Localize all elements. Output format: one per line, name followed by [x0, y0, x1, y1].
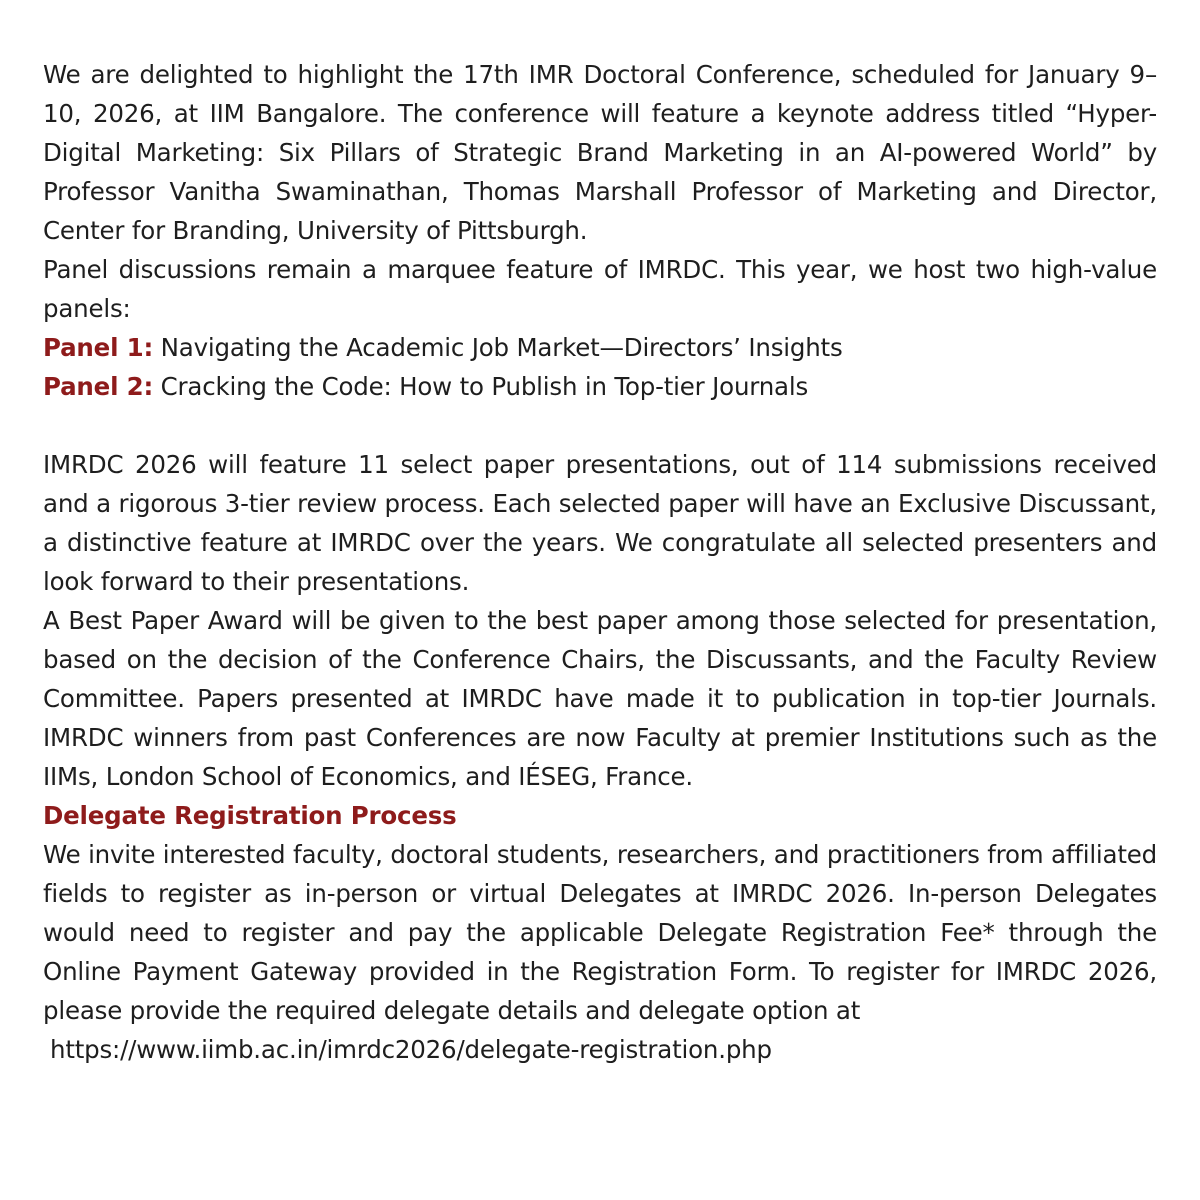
spacer [43, 406, 1157, 445]
best-paper-paragraph: A Best Paper Award will be given to the best paper among those selected for presentation, based on the decision of the Conference Chairs, the Discussants, and the Faculty Review Committee. Papers presented at IMRDC have made it to publication in top-tier Journals. IMRDC winners from past Conferences are now Faculty at premier Institutions such as the IIMs, London School of Economics, and IÉSEG, France. [43, 606, 1157, 791]
panel-1-title: Navigating the Academic Job Market—Directors’ Insights [153, 333, 843, 362]
panels-intro-paragraph: Panel discussions remain a marquee feature of IMRDC. This year, we host two high-value panels: [43, 255, 1157, 323]
panel-2-line [43, 367, 1157, 406]
panel-2-label: Panel 2: [43, 372, 154, 401]
intro-paragraph: We are delighted to highlight the 17th IMR Doctoral Conference, scheduled for January 9–10, 2026, at IIM Bangalore. The conference will feature a keynote address titled “Hyper-Digital Marketing: Six Pillars of Strategic Brand Marketing in an AI-powered World” by Professor Vanitha Swaminathan, Thomas Marshall Professor of Marketing and Director, Center for Branding, University of Pittsburgh. [43, 60, 1157, 245]
panel-2-title: Cracking the Code: How to Publish in Top-tier Journals [153, 372, 809, 401]
document-body [43, 55, 1157, 1069]
panel-1-line [43, 328, 1157, 367]
registration-url: https://www.iimb.ac.in/imrdc2026/delegate-registration.php [50, 1035, 772, 1064]
registration-paragraph: We invite interested faculty, doctoral students, researchers, and practitioners from affiliated fields to register as in-person or virtual Delegates at IMRDC 2026. In-person Delegates would need to register and pay the applicable Delegate Registration Fee* through the Online Payment Gateway provided in the Registration Form. To register for IMRDC 2026, please provide the required delegate details and delegate option at [43, 840, 1157, 1025]
panel-1-label: Panel 1: [43, 333, 154, 362]
presentations-paragraph: IMRDC 2026 will feature 11 select paper presentations, out of 114 submissions received and a rigorous 3-tier review process. Each selected paper will have an Exclusive Discussant, a distinctive feature at IMRDC over the years. We congratulate all selected presenters and look forward to their presentations. [43, 450, 1157, 596]
registration-heading: Delegate Registration Process [43, 801, 457, 830]
